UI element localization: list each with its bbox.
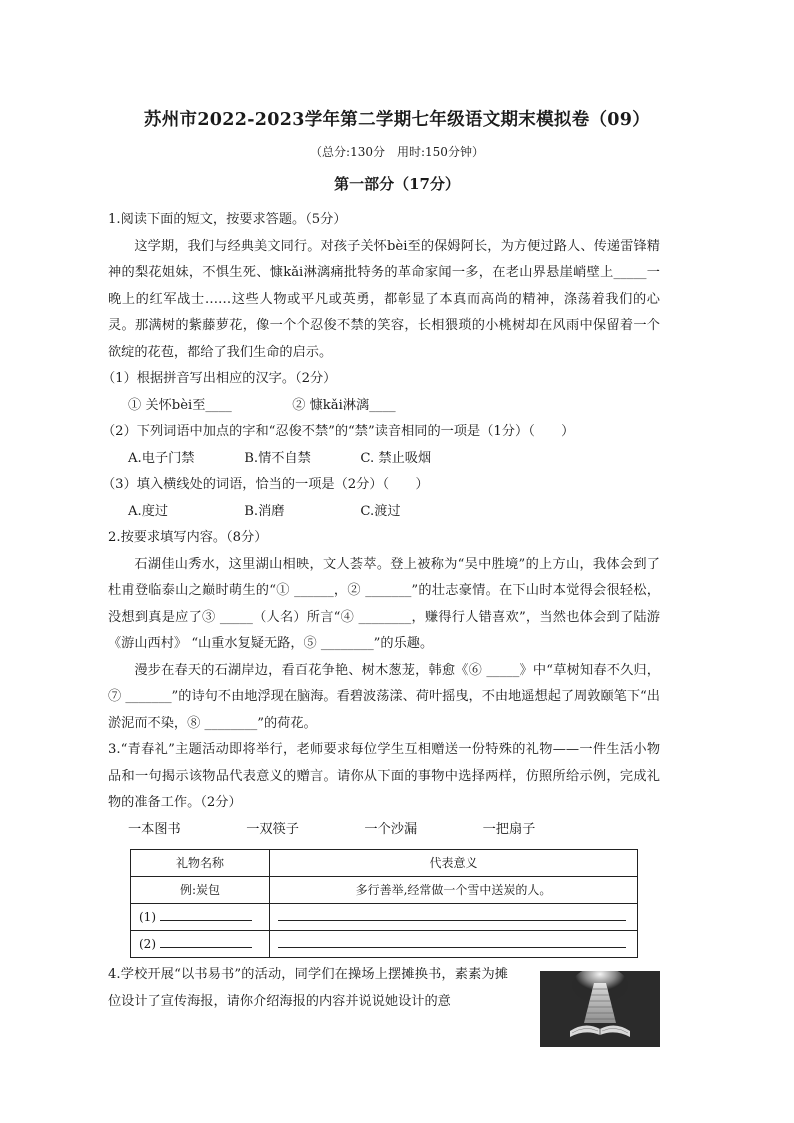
row-1-label: (1) bbox=[139, 910, 156, 924]
exam-subtitle: （总分:130分 用时:150分钟） bbox=[310, 145, 484, 159]
q1-sub1-item-1: ① 关怀bèi至____ bbox=[128, 397, 232, 413]
table-header-row bbox=[131, 850, 638, 877]
q1-sub2-option-c: C. 禁止吸烟 bbox=[360, 450, 432, 466]
q2-paragraph-2: 漫步在春天的石湖岸边，看百花争艳、树木葱茏，韩愈《⑥ _____》中“草树知春不久归，⑦ _______”的诗句不由地浮现在脑海。看碧波荡漾、荷叶摇曳，不由地遥想起了周敦颐笔下“出淤泥而不染，⑧ ________”的荷花。 bbox=[108, 662, 660, 731]
q2-paragraph-1: 石湖佳山秀水，这里湖山相映，文人荟萃。登上被称为“吴中胜境”的上方山，我体会到了杜甫登临泰山之巅时萌生的“① ______，② _______”的壮志豪情。在下山时本觉得会很轻松，没想到真是应了③ _____（人名）所言“④ ________，赚得行人错喜欢”，当然也体会到了陆游《游山西村》 “山重水复疑无路，⑤ ________”的乐趣。 bbox=[108, 556, 660, 651]
gift-item: 一双筷子 bbox=[246, 821, 299, 837]
row-1-meaning-blank[interactable] bbox=[278, 904, 626, 921]
q1-sub3-option-b: B.消磨 bbox=[244, 503, 285, 519]
row-2-name-blank[interactable] bbox=[160, 931, 252, 948]
q1-sub1-label: （1）根据拼音写出相应的汉字。（2分） bbox=[102, 371, 337, 386]
table-header-gift-name: 礼物名称 bbox=[131, 850, 270, 877]
q1-stem: 1.阅读下面的短文，按要求答题。（5分） bbox=[108, 212, 347, 227]
gift-table bbox=[130, 849, 638, 958]
row-2-label: (2) bbox=[139, 937, 156, 951]
table-header-meaning: 代表意义 bbox=[270, 850, 638, 877]
q1-sub2-option-a: A.电子门禁 bbox=[128, 450, 195, 466]
example-meaning: 多行善举,经常做一个雪中送炭的人。 bbox=[270, 877, 638, 904]
exam-title: 苏州市2022-2023学年第二学期七年级语文期末模拟卷（09） bbox=[143, 110, 651, 130]
q1-sub1-items bbox=[108, 393, 660, 420]
q1-sub2-option-b: B.情不自禁 bbox=[244, 450, 311, 466]
q1-sub2-options bbox=[108, 446, 660, 473]
q1-sub3-option-a: A.度过 bbox=[128, 503, 169, 519]
q3-gift-list bbox=[108, 817, 660, 844]
row-1-name-blank[interactable] bbox=[160, 904, 252, 921]
row-2-meaning-blank[interactable] bbox=[278, 931, 626, 948]
q4-stem: 4.学校开展“以书易书”的活动，同学们在操场上摆摊换书，素素为摊位设计了宣传海报，请你介绍海报的内容并说说她设计的意 bbox=[108, 967, 508, 1009]
q1-sub3-label: （3）填入横线处的词语，恰当的一项是（2分）（ ） bbox=[102, 477, 429, 492]
q1-sub1-item-2: ② 慷kǎi淋漓____ bbox=[292, 397, 396, 413]
q1-sub3-option-c: C.渡过 bbox=[360, 503, 401, 519]
book-exchange-poster bbox=[540, 971, 660, 1047]
q3-stem: 3.“青春礼”主题活动即将举行，老师要求每位学生互相赠送一份特殊的礼物——一件生活小物品和一句揭示该物品代表意义的赠言。请你从下面的事物中选择两样，仿照所给示例，完成礼物的准备工作。（2分） bbox=[108, 742, 660, 810]
table-row bbox=[131, 904, 638, 931]
example-gift-name: 例:炭包 bbox=[131, 877, 270, 904]
table-row bbox=[131, 931, 638, 958]
gift-item: 一把扇子 bbox=[482, 821, 536, 837]
table-example-row bbox=[131, 877, 638, 904]
q2-stem: 2.按要求填写内容。（8分） bbox=[108, 530, 268, 545]
part-title: 第一部分（17分） bbox=[334, 175, 460, 193]
exam-content bbox=[102, 207, 660, 1015]
gift-item: 一本图书 bbox=[128, 821, 181, 837]
q1-sub2-label: （2）下列词语中加点的字和“忍俊不禁”的“禁”读音相同的一项是（1分）（ ） bbox=[102, 424, 575, 439]
poster-illustration bbox=[540, 971, 660, 1047]
q1-passage: 这学期，我们与经典美文同行。对孩子关怀bèi至的保姆阿长，为方便过路人、传递雷锋精神的梨花姐妹，不惧生死、慷kǎi淋漓痛批特务的革命家闻一多，在老山界悬崖峭壁上_____一晚上的红军战士……这些人物或平凡或英勇，都彰显了本真而高尚的精神，涤荡着我们的心灵。那满树的紫藤萝花，像一个个忍俊不禁的笑容，长相猥琐的小桃树却在风雨中保留着一个欲绽的花苞，都给了我们生命的启示。 bbox=[108, 238, 660, 360]
q1-sub3-options bbox=[108, 499, 660, 526]
gift-item: 一个沙漏 bbox=[364, 821, 418, 837]
